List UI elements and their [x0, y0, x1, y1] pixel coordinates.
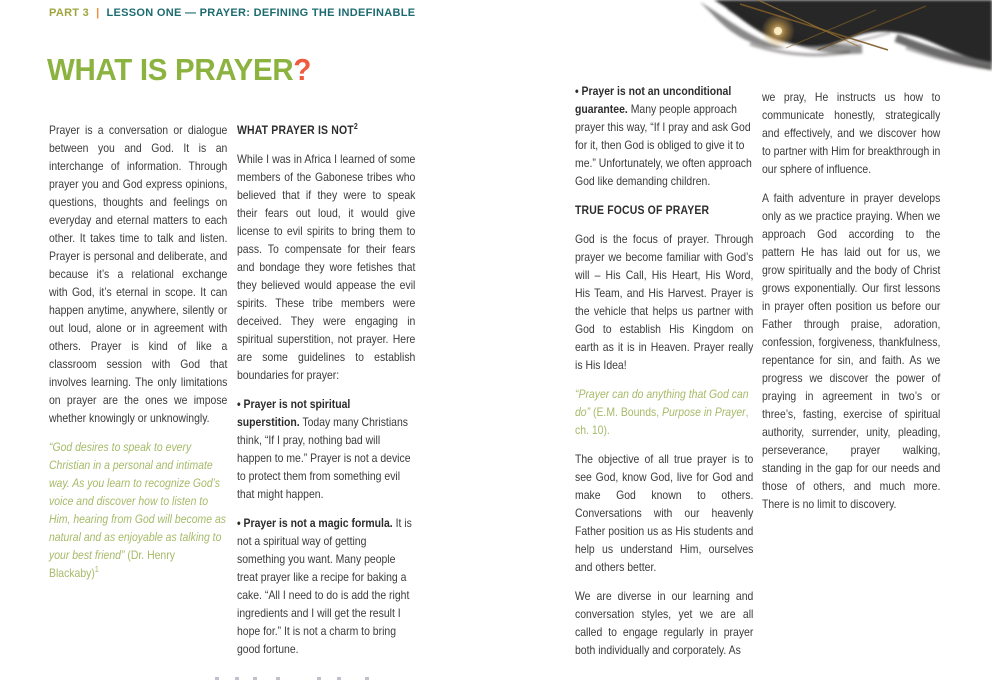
clipped-footer-text: [0, 677, 992, 682]
quote-source-title: Purpose in Prayer: [662, 405, 746, 419]
breadcrumb: [49, 7, 415, 19]
bullet-lead: • Prayer is not a magic formula.: [237, 516, 393, 530]
bullet-body: Today many Christians think, “If I pray, nothing bad will happen to me.” Prayer is not a device to protect them from something evil that might happen.: [237, 415, 411, 501]
separator: |: [96, 7, 100, 19]
footnote-marker: 2: [353, 122, 358, 131]
paragraph: A faith adventure in prayer develops only as we practice praying. When we approach God according to the pattern He has laid out for us, we grow spiritually and the body of Christ grows exponentially. Our first lessons in prayer often position us before our Father through praise, adoration, confession, forgiveness, thankfulness, repentance for sin, and faith. As we progress we discover the power of praying in agreement in two’s or three’s, fasting, exercise of spiritual authority, surrender, unity, pleading, perseverance, prayer walking, standing in the gap for our needs and those of others, and much more. There is no limit to discovery.: [762, 191, 941, 511]
bullet-body: Many people approach prayer this way, “If I pray and ask God for it, then God is obliged to give it to me.” Unfortunately, we often approach God like demanding children.: [575, 102, 752, 188]
pull-quote: [49, 438, 227, 582]
title-question-mark: ?: [293, 52, 312, 87]
paragraph: God is the focus of prayer. Through prayer we become familiar with God’s will – His Call, His Heart, His Word, His Team, and His Harvest. Prayer is the vehicle that helps us partner with God to establish His Kingdom on earth as it is in Heaven. Prayer really is His Idea!: [575, 232, 754, 372]
lesson-label: LESSON ONE — PRAYER: DEFINING THE INDEFINABLE: [106, 7, 416, 19]
quote-attribution: (E.M. Bounds,: [590, 405, 663, 419]
brush-stroke-shape: [700, 0, 992, 69]
bullet-paragraph: [237, 514, 415, 658]
paragraph: We are diverse in our learning and conversation styles, yet we are all called to engage regularly in prayer both individually and corporately. As: [575, 589, 754, 657]
quote-attribution: , ch. 10).: [575, 405, 749, 437]
column-heading-text: TRUE FOCUS OF PRAYER: [575, 203, 710, 217]
column-1: [49, 121, 227, 593]
page-title: [47, 52, 311, 88]
paragraph: we pray, He instructs us how to communicate honestly, strategically and effectively, and we discover how to partner with Him for breakthrough in our sphere of influence.: [762, 90, 941, 176]
column-heading: [237, 121, 415, 139]
bullet-paragraph: [575, 82, 753, 190]
pull-quote-text: “God desires to speak to every Christian in a personal and intimate way. As you learn to recognize God’s voice and discover how to listen to Him, hearing from God will become as natural and as enjoyable as talking to your best friend”: [49, 440, 226, 562]
page-title-text: WHAT IS PRAYER: [47, 52, 294, 87]
column-heading: [575, 201, 753, 219]
bullet-lead: • Prayer is not an unconditional guarantee.: [575, 84, 732, 116]
column-3: [575, 82, 753, 670]
paragraph: While I was in Africa I learned of some members of the Gabonese tribes who believed that if they were to speak their fears out loud, it would give license to evil spirits to bring them to pass. To compensate for their fears and bondage they wore fetishes that they believed would appease the evil spirits. These tribe members were deceived. They were engaging in spiritual superstition, not prayer. Here are some guidelines to establish boundaries for prayer:: [237, 152, 416, 382]
bullet-lead: • Prayer is not spiritual superstition.: [237, 397, 351, 429]
bullet-paragraph: [237, 395, 415, 503]
column-2: [237, 121, 415, 669]
quote-attribution: (Dr. Henry Blackaby): [49, 548, 175, 580]
pull-quote-text: “Prayer can do anything that God can do”: [575, 387, 749, 419]
column-heading-text: WHAT PRAYER IS NOT: [237, 123, 354, 137]
part-label: PART 3: [49, 7, 90, 19]
brush-stroke-art: [690, 0, 992, 72]
footnote-marker: 1: [94, 565, 99, 574]
paragraph: Prayer is a conversation or dialogue between you and God. It is an interchange of information. Through prayer you and God express opinions, questions, thoughts and feelings on everyday and eternal matters to each other. It takes time to talk and listen. Prayer is personal and deliberate, and because it’s a relational exchange with God, it’s eternal in scope. It can happen anytime, anywhere, silently or out loud, alone or in agreement with others. Prayer is kind of like a classroom session with God that involves learning. The only limitations on prayer are the ones we impose whether knowingly or unknowingly.: [49, 123, 228, 425]
column-4: [762, 88, 940, 524]
paragraph: The objective of all true prayer is to see God, know God, live for God and make God known to others. Conversations with our heavenly Father position us as His students and help us understand Him, ourselves and others better.: [575, 452, 754, 574]
pull-quote: [575, 385, 753, 439]
bullet-body: It is not a spiritual way of getting something you want. Many people treat prayer like a recipe for baking a cake. “All I need to do is add the right ingredients and I will get the result I hope for.” It is not a charm to bring good fortune.: [237, 516, 412, 656]
